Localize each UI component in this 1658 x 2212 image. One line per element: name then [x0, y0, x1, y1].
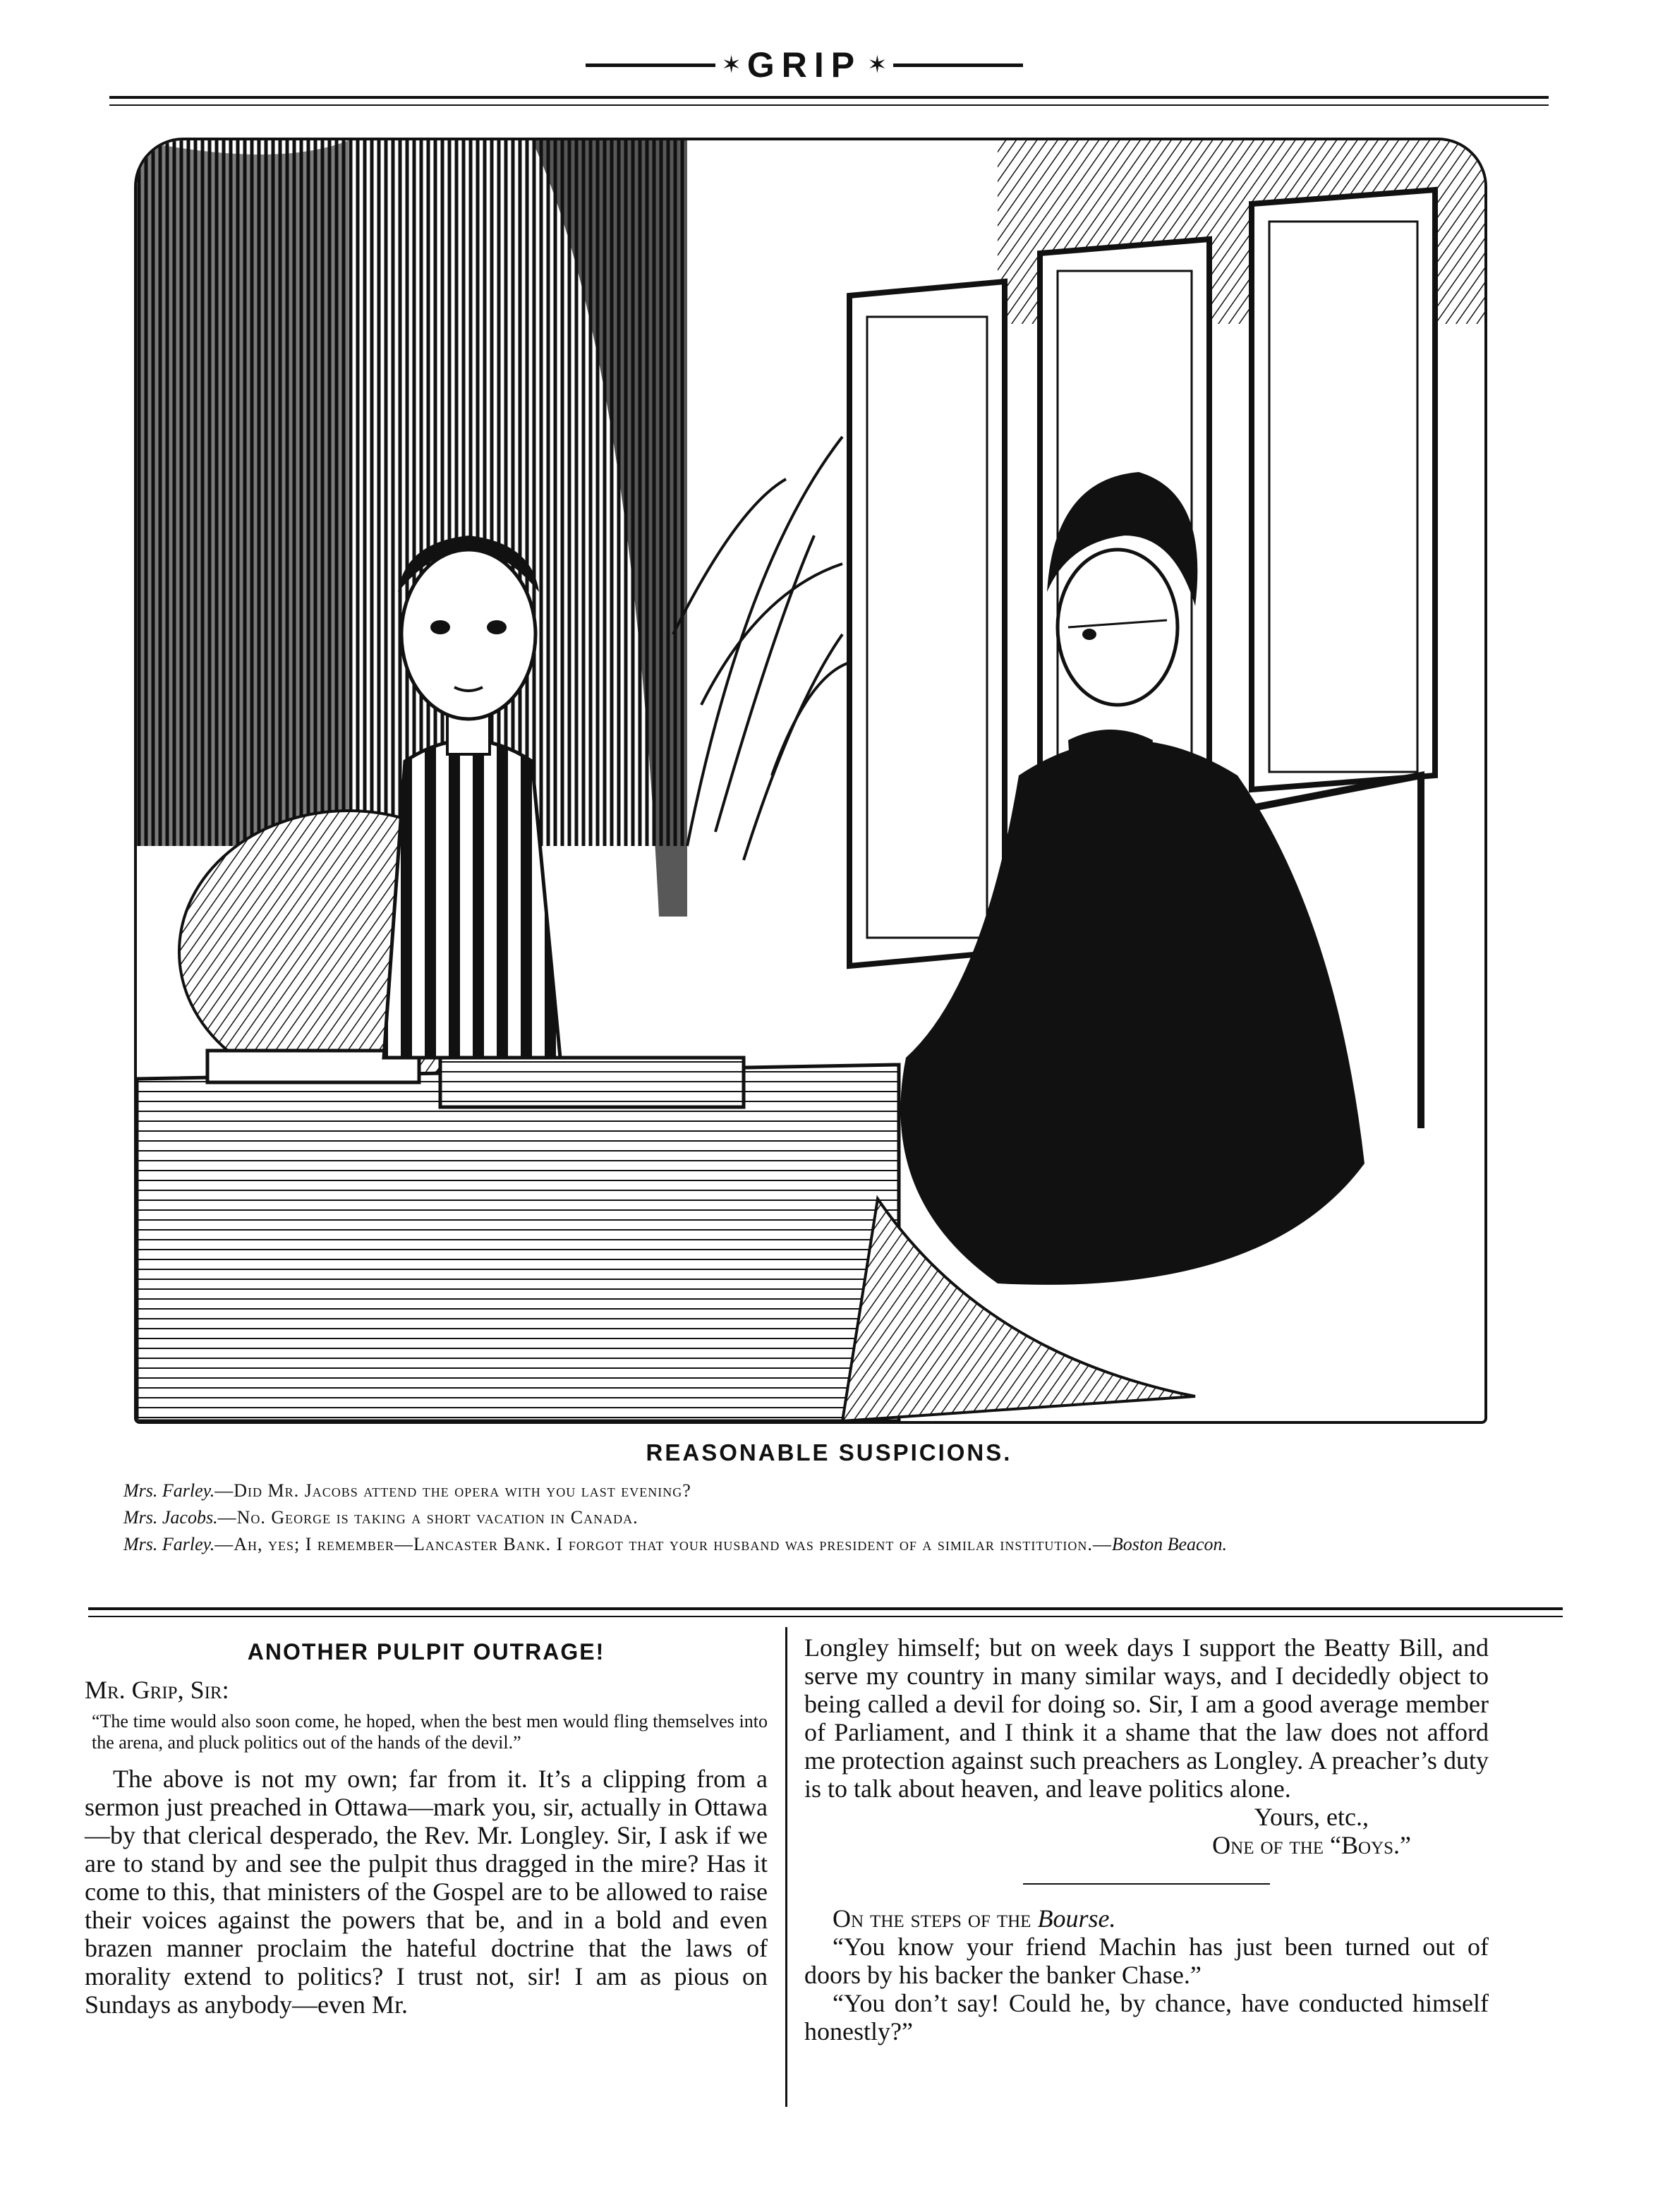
article-signature: One of the “Boys.” [1212, 1831, 1411, 1859]
cartoon-title: REASONABLE SUSPICIONS. [646, 1439, 1012, 1465]
section-double-rule [88, 1607, 1563, 1617]
dialogue-line-2 [123, 1506, 1598, 1530]
masthead-rule-right [893, 64, 1023, 67]
dialogue-line-1 [123, 1479, 1598, 1503]
dialogue-text: —Ah, yes; I remember—Lancaster Bank. I forgot that your husband was president of a similar institution.— [214, 1534, 1112, 1554]
masthead-title: GRIP [746, 45, 862, 85]
dialogue-speaker: Mrs. Jacobs. [123, 1507, 218, 1528]
article-signoff: Yours, etc., [1254, 1803, 1369, 1831]
short-divider [1023, 1883, 1270, 1885]
dialogue-source: Boston Beacon. [1111, 1534, 1228, 1554]
article-column-right [804, 1633, 1489, 2045]
article-column-left [85, 1633, 768, 2019]
article-body-right: Longley himself; but on week days I support the Beatty Bill, and serve my country in many similar ways, and I decidedly object to being called a devil for doing so. Sir, I am a good average member of Parliament, and I think it a shame that the law does not afford me protection against such preachers as Longley. A preacher’s duty is to talk about heaven, and leave politics alone. [804, 1633, 1489, 1803]
dialogue-speaker: Mrs. Farley. [123, 1534, 215, 1554]
masthead-rule-left [586, 64, 715, 67]
article-title: ANOTHER PULPIT OUTRAGE! [247, 1639, 605, 1664]
masthead [586, 44, 1023, 86]
dialogue-speaker: Mrs. Farley. [123, 1480, 215, 1501]
article-quote: “The time would also soon come, he hoped, when the best men would fling themselves into the arena, and pluck politics out of the hands of the devil.” [92, 1711, 768, 1753]
dialogue-line-3 [88, 1533, 1563, 1557]
anecdote-intro-prefix: On the steps of the [833, 1904, 1038, 1933]
article-salutation: Mr. Grip, Sir: [85, 1676, 229, 1704]
dialogue-text: —No. George is taking a short vacation in Canada. [217, 1507, 639, 1528]
star-ornament-right: ✶ [867, 52, 888, 78]
header-double-rule [109, 96, 1549, 106]
star-ornament-left: ✶ [721, 52, 742, 78]
dialogue-text: —Did Mr. Jacobs attend the opera with you last evening? [214, 1480, 691, 1501]
anecdote-line-2: “You don’t say! Could he, by chance, have conducted himself honestly?” [804, 1989, 1489, 2045]
cartoon-illustration [134, 138, 1487, 1424]
article-body-left: The above is not my own; far from it. It’s a clipping from a sermon just preached in Ottawa—mark you, sir, actually in Ottawa—by that clerical desperado, the Rev. Mr. Longley. Sir, I ask if we are to stand by and see the pulpit thus dragged in the mire? Has it come to this, that ministers of the Gospel are to be allowed to raise their voices against the powers that be, and in a bold and even brazen manner proclaim the hateful doctrine that the laws of morality extend to politics? I trust not, sir! I am as pious on Sundays as anybody—even Mr. [85, 1765, 768, 2019]
anecdote-place: Bourse. [1037, 1904, 1116, 1933]
anecdote-intro [804, 1904, 1489, 1933]
column-separator [785, 1627, 787, 2107]
anecdote-line-1: “You know your friend Machin has just been turned out of doors by his backer the banker Chase.” [804, 1933, 1489, 1989]
